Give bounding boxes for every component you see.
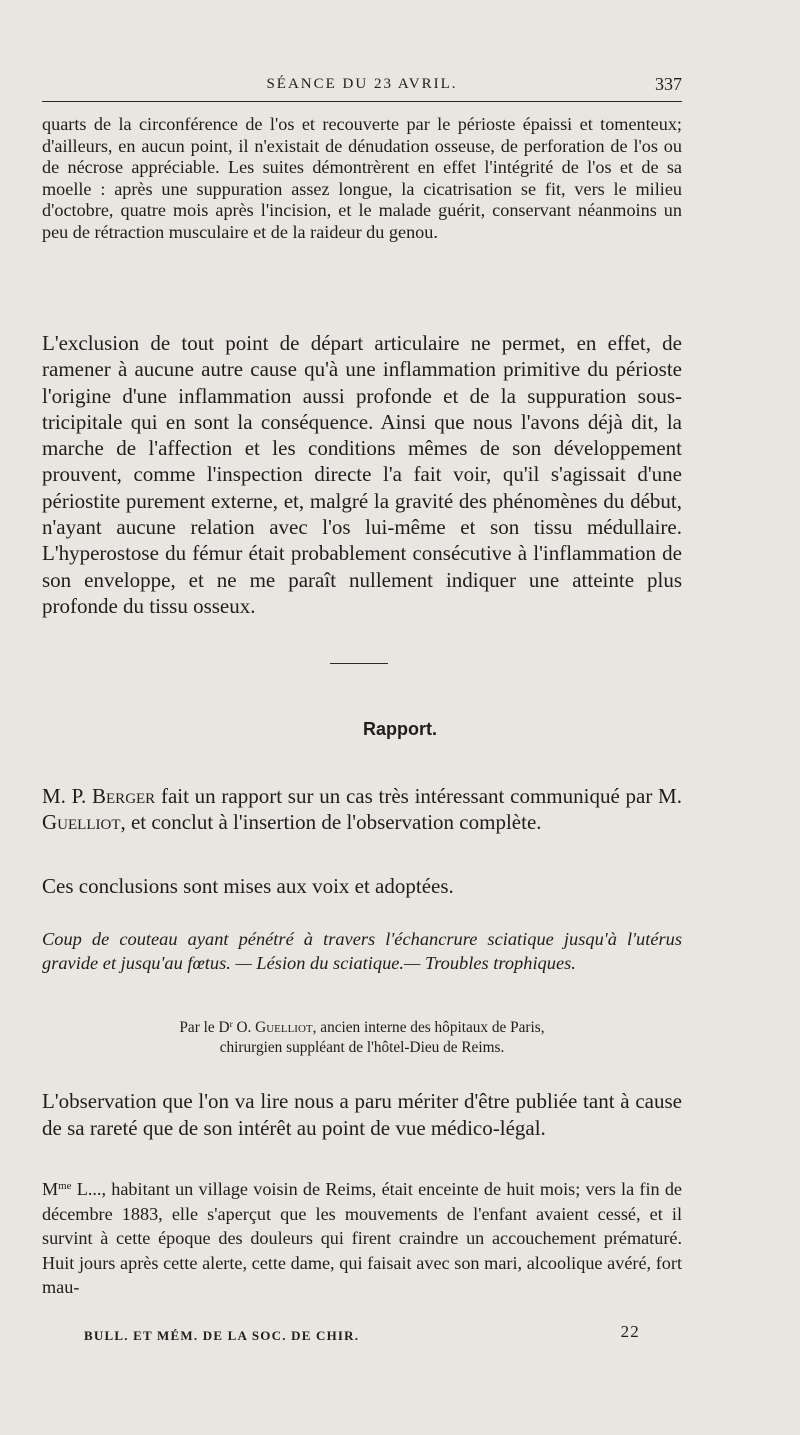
header-rule [42, 101, 682, 102]
section-heading: Rapport. [363, 719, 437, 739]
report-middle: fait un rapport sur un cas très intéressant communiqué par M. [155, 784, 682, 808]
article-case-paragraph [42, 1177, 682, 1300]
report-suffix: , et conclut à l'insertion de l'observation complète. [120, 810, 542, 834]
byline-prefix: Par le D [179, 1019, 230, 1036]
page-number: 337 [655, 74, 682, 94]
byline-sup: r [229, 1018, 233, 1029]
running-header [42, 76, 682, 100]
conclusion-paragraph: Ces conclusions sont mises aux voix et adoptées. [42, 874, 454, 898]
paragraph-continuation: quarts de la circonférence de l'os et recouverte par le périoste épaissi et tomenteux; d'ailleurs, en aucun point, il n'existait de dénudation osseuse, de perforation de l'os ou de nécrose appréciable. Les suites démontrèrent en effet l'intégrité de l'os et de sa moelle : après une suppuration assez longue, la cicatrisation se fit, vers le milieu d'octobre, quatre mois après l'incision, et le malade guérit, conservant néanmoins un peu de rétraction musculaire et de la raideur du genou. [42, 114, 682, 242]
article-title: Coup de couteau ayant pénétré à travers l'échancrure sciatique jusqu'à l'utérus gravide et jusqu'au fœtus. — Lésion du sciatique.— Troubles trophiques. [42, 929, 682, 973]
author-name-berger: Berger [92, 784, 156, 808]
article-byline [42, 1018, 682, 1057]
paragraph-exclusion: L'exclusion de tout point de départ articulaire ne permet, en effet, de ramener à aucune autre cause qu'à une inflammation primitive du périoste l'origine d'une inflammation aussi profonde et de la suppuration sous-tricipitale qui en sont la conséquence. Ainsi que nous l'avons déjà dit, la marche de l'affection et les conditions mêmes de son développement prouvent, comme l'inspection directe l'a fait voir, qu'il s'agissait d'une périostite purement externe, et, malgré la gravité des phénomènes du début, n'ayant aucune relation avec l'os lui-même et son tissu médullaire. L'hyperostose du fémur était probablement consécutive à l'inflammation de son enveloppe, et ne me paraît nullement indiquer une atteinte plus profonde du tissu osseux. [42, 331, 682, 618]
case-text: L..., habitant un village voisin de Reims, était enceinte de huit mois; vers la fin de décembre 1883, elle s'aperçut que les mouvements de l'enfant avaient cessé, et il survint à cette époque des douleurs qui firent craindre un accouchement prématuré. Huit jours après cette alerte, cette dame, qui faisait avec son mari, alcoolique avéré, fort mau- [42, 1179, 682, 1297]
footer-journal: BULL. ET MÉM. DE LA SOC. DE CHIR. [84, 1328, 360, 1343]
section-divider [330, 663, 388, 664]
report-prefix: M. P. [42, 784, 93, 808]
case-prefix: M [42, 1179, 59, 1199]
page-footer [84, 1322, 640, 1346]
footer-signature: 22 [620, 1322, 640, 1341]
byline-line2: chirurgien suppléant de l'hôtel-Dieu de Reims. [219, 1038, 505, 1056]
byline-line1-suffix: , ancien interne des hôpitaux de Paris, [312, 1019, 545, 1036]
byline-author: O. Guelliot [232, 1019, 313, 1036]
author-name-guelliot: Guelliot [42, 810, 121, 834]
report-paragraph [42, 783, 682, 835]
header-title: SÉANCE DU 23 AVRIL. [266, 76, 458, 92]
article-intro-paragraph: L'observation que l'on va lire nous a paru mériter d'être publiée tant à cause de sa rareté que de son intérêt au point de vue médico-légal. [42, 1089, 682, 1140]
case-sup: me [58, 1180, 72, 1192]
